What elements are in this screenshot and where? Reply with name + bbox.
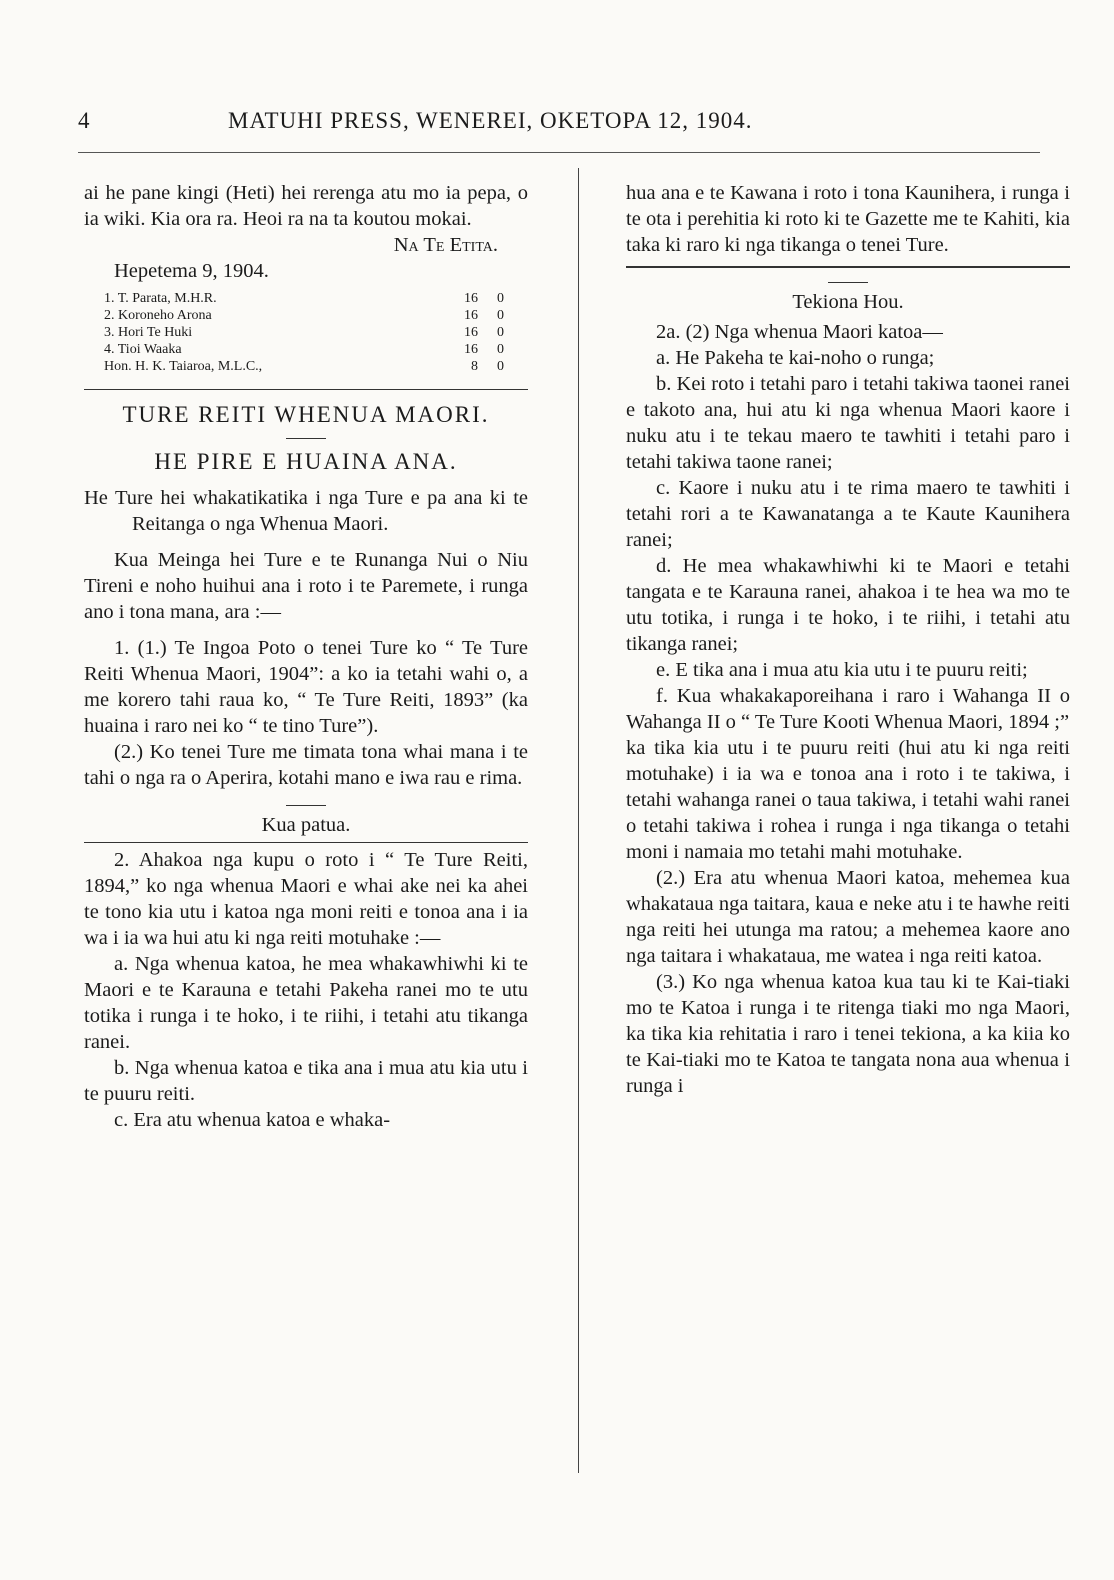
section-2a: a. Nga whenua katoa, he mea whakawhiwhi ki te Maori e te Karauna e tetahi Pakeha ranei mo te utu totika i runga i te hoko, i te riihi, i tetahi atu tikanga ranei. (84, 953, 528, 1053)
section-2: 2. Ahakoa nga kupu o roto i “ Te Ture Reiti, 1894,” ko nga whenua Maori e whai ake nei ka ahei te tono kia utu i katoa nga moni reiti e tonoa ana i ia wa i ia wa hui atu ki nga reiti motuhake :— (84, 849, 528, 949)
masthead: MATUHI PRESS, WENEREI, OKETOPA 12, 1904. (228, 108, 753, 133)
subscriber-shillings: 16 (464, 325, 478, 340)
subscriber-list (104, 290, 504, 375)
subscriber-row (104, 341, 504, 358)
short-rule (286, 438, 326, 439)
clause-a: a. He Pakeha te kai-noho o runga; (656, 347, 935, 369)
section-2a-intro: 2a. (2) Nga whenua Maori katoa— (656, 321, 943, 343)
section-rule (84, 389, 528, 390)
section-1: 1. (1.) Te Ingoa Poto o tenei Ture ko “ Te Ture Reiti Whenua Maori, 1904”: a ko ia tetahi wahi o, a me korero tahi raua ko, “ Te Ture Reiti, 1893” (ka huaina i raro nei ko “ te tino Ture”). (84, 637, 528, 737)
subscriber-row (104, 290, 504, 307)
subscriber-name: 4. Tioi Waaka (104, 342, 182, 357)
subscriber-shillings: 8 (471, 359, 478, 374)
clause-f: f. Kua whakakaporeihana i raro i Wahanga II o Wahanga II o “ Te Ture Kooti Whenua Maori, 1894 ;” (626, 685, 1070, 733)
subscriber-name: 1. T. Parata, M.H.R. (104, 291, 217, 306)
page-header (78, 108, 1040, 144)
intro-paragraph: ai he pane kingi (Heti) hei rerenga atu mo ia pepa, o ia wiki. Kia ora ra. Heoi ra na ta koutou mokai. (84, 182, 528, 230)
continued-text: hua ana e te Kawana i roto i tona Kaunihera, i runga i te ota i perehitia ki roto ki te Gazette me te Kahiti, kia taka ki raro ki nga tikanga o tenei Ture. (626, 182, 1070, 256)
short-rule-right (828, 282, 868, 283)
clause-c: c. Kaore i nuku atu i te rima maero te tawhiti i tetahi rori a te Kawanatanga a te Kaute Kaunihera ranei; (626, 477, 1070, 551)
subscriber-row (104, 358, 504, 375)
left-column (84, 180, 528, 1133)
dateline: Hepetema 9, 1904. (114, 260, 269, 282)
bill-title: TURE REITI WHENUA MAORI. (122, 402, 490, 427)
subscriber-name: 3. Hori Te Huki (104, 325, 193, 340)
subscriber-shillings: 16 (464, 342, 478, 357)
section-rule-right (626, 266, 1070, 268)
subscriber-pence: 0 (497, 291, 504, 306)
column-divider (578, 168, 579, 1473)
subscriber-row (104, 324, 504, 341)
page-number: 4 (78, 108, 90, 133)
subscriber-pence: 0 (497, 308, 504, 323)
section-1-2: (2.) Ko tenei Ture me timata tona whai mana i te tahi o nga ra o Aperira, kotahi mano e iwa rau e rima. (84, 741, 528, 789)
clause-f-continuation: ka tika kia utu i te puuru reiti (hui atu ki nga reiti motuhake) i ia wa e tonoa ana i roto i te takiwa, i tetahi wahanga ranei o taua takiwa, i tetahi wahi ranei o tetahi takiwa i rohea i runga i nga tikanga o tetahi moni i namaia mo tetahi mahi motuhake. (626, 737, 1070, 863)
enacting-clause: Kua Meinga hei Ture e te Runanga Nui o Niu Tireni e noho huihui ana i roto i te Paremete, i runga ano i tona mana, ara :— (84, 549, 528, 623)
bill-subtitle: HE PIRE E HUAINA ANA. (154, 449, 458, 474)
subscriber-pence: 0 (497, 342, 504, 357)
section-2b: b. Nga whenua katoa e tika ana i mua atu kia utu i te puuru reiti. (84, 1057, 528, 1105)
subscriber-pence: 0 (497, 359, 504, 374)
right-column (626, 180, 1070, 1099)
editor-signature: Na Te Etita. (393, 234, 498, 256)
short-rule-2 (286, 805, 326, 806)
section-heading: Kua patua. (261, 814, 351, 836)
subscriber-shillings: 16 (464, 308, 478, 323)
clause-b: b. Kei roto i tetahi paro i tetahi takiwa taonei ranei e takoto ana, hui atu ki nga whenua Maori kaore i nuku atu i te tekau maero te tawhiti i tetahi paro i tetahi takiwa taone ranei; (626, 373, 1070, 473)
subscriber-shillings: 16 (464, 291, 478, 306)
section-2c: c. Era atu whenua katoa e whaka- (114, 1109, 391, 1131)
subscriber-name: 2. Koroneho Arona (104, 308, 212, 323)
clause-e: e. E tika ana i mua atu kia utu i te puuru reiti; (656, 659, 1028, 681)
subscriber-pence: 0 (497, 325, 504, 340)
paragraph-3: (3.) Ko nga whenua katoa kua tau ki te Kai-tiaki mo te Katoa i runga i te ritenga tiaki mo nga Maori, ka tika kia rehitatia i raro i tenei tekiona, a ka kiia ko te Kai-tiaki mo te Katoa te tangata nona aua whenua i runga i (626, 971, 1070, 1097)
clause-d: d. He mea whakawhiwhi ki te Maori e tetahi tangata e te Karauna ranei, ahakoa i te hea wa mo te utu totika, i runga i te hoko, i te riihi, i tetahi atu tikanga ranei; (626, 555, 1070, 655)
subscriber-name: Hon. H. K. Taiaroa, M.L.C., (104, 359, 263, 374)
bill-preamble: He Ture hei whakatikatika i nga Ture e pa ana ki te Reitanga o nga Whenua Maori. (84, 487, 528, 535)
paragraph-2: (2.) Era atu whenua Maori katoa, mehemea kua whakataua nga taitara, kaua e neke atu i te hawhe reiti nga reiti hei utunga ma ratou; a mehemea kaore ano nga taitara i whakataua, me watea i nga reiti katoa. (626, 867, 1070, 967)
heading-rule (84, 842, 528, 843)
new-section-heading: Tekiona Hou. (792, 291, 904, 313)
header-rule (78, 152, 1040, 153)
subscriber-row (104, 307, 504, 324)
